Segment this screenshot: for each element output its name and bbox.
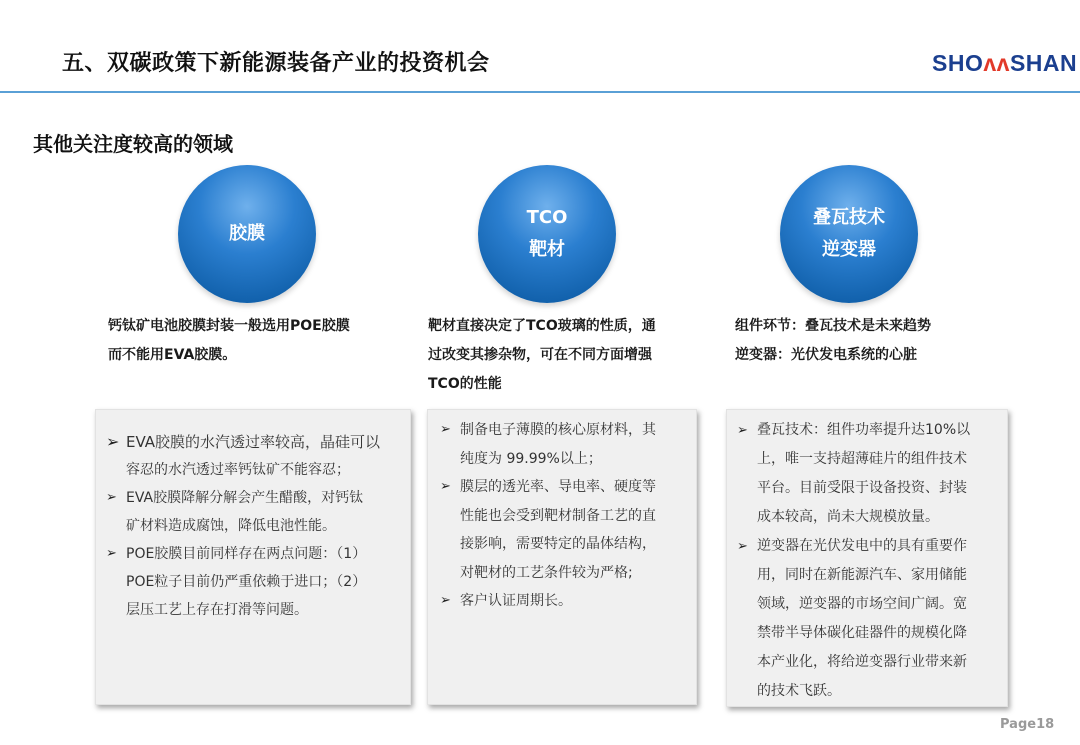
bullet-line: 客户认证周期长。 [460, 593, 572, 609]
arrow-bullet-icon: ➢ [106, 546, 117, 561]
bullet-line: 层压工艺上存在打滑等问题。 [126, 602, 308, 618]
circle-badge-shingled-inverter [780, 165, 918, 303]
bullet-line: 制备电子薄膜的核心原材料，其 [460, 422, 656, 438]
circle-badge-tco-target [478, 165, 616, 303]
section-heading: 其他关注度较高的领域 [33, 132, 233, 156]
bullet-line: 上，唯一支持超薄硅片的组件技术 [757, 451, 967, 467]
bullet-line: 接影响，需要特定的晶体结构， [460, 536, 656, 552]
logo-mark: ʌʌ [983, 50, 1010, 76]
summary-film [108, 312, 418, 370]
summary-tco-target [428, 312, 708, 399]
detail-panel-tco-target [427, 409, 697, 705]
header-divider [0, 91, 1080, 93]
bullet-item [106, 484, 400, 540]
page-number: Page18 [1000, 717, 1055, 732]
arrow-bullet-icon: ➢ [440, 422, 451, 437]
bullet-item [440, 473, 688, 587]
bullet-line: EVA胶膜的水汽透过率较高，晶硅可以 [126, 433, 381, 451]
bullet-line: 禁带半导体碳化硅器件的规模化降 [757, 625, 967, 641]
summary-shingled-inverter [735, 312, 1015, 370]
bullet-line: 叠瓦技术：组件功率提升达10%以 [757, 422, 971, 438]
summary-line: 组件环节：叠瓦技术是未来趋势 [735, 318, 931, 334]
bullet-line: 纯度为 99.99%以上； [460, 450, 602, 467]
circle-badge-film [178, 165, 316, 303]
bullet-line: 本产业化，将给逆变器行业带来新 [757, 654, 967, 670]
logo-text-right: SHAN [1009, 50, 1078, 76]
arrow-bullet-icon: ➢ [106, 490, 117, 505]
bullet-item [737, 416, 999, 532]
logo-text-left: SHO [932, 50, 984, 76]
arrow-bullet-icon: ➢ [106, 432, 120, 451]
arrow-bullet-icon: ➢ [440, 479, 451, 494]
bullet-list [440, 416, 688, 616]
bullet-line: EVA胶膜降解分解会产生醋酸，对钙钛 [126, 490, 364, 506]
bullet-list [737, 416, 999, 706]
bullet-line: 容忍的水汽透过率钙钛矿不能容忍； [126, 462, 350, 478]
summary-line: 过改变其掺杂物，可在不同方面增强 [428, 347, 652, 363]
circle-label: 逆变器 [822, 239, 876, 260]
bullet-line: 平台。目前受限于设备投资、封装 [757, 480, 967, 496]
bullet-item [440, 416, 688, 473]
bullet-item [106, 428, 400, 484]
bullet-line: 的技术飞跃。 [757, 683, 841, 699]
bullet-line: POE胶膜目前同样存在两点问题：（1） [126, 546, 367, 562]
bullet-line: POE粒子目前仍严重依赖于进口；（2） [126, 574, 367, 590]
summary-line: 钙钛矿电池胶膜封装一般选用POE胶膜 [108, 318, 350, 334]
bullet-list [106, 428, 400, 624]
bullet-line: 膜层的透光率、导电率、硬度等 [460, 479, 656, 495]
bullet-line: 对靶材的工艺条件较为严格; [460, 564, 633, 581]
circle-label: 叠瓦技术 [813, 207, 885, 228]
circle-label: 胶膜 [229, 223, 265, 244]
bullet-line: 成本较高，尚未大规模放量。 [757, 509, 939, 525]
arrow-bullet-icon: ➢ [737, 423, 748, 438]
bullet-line: 用，同时在新能源汽车、家用储能 [757, 567, 967, 583]
summary-line: 靶材直接决定了TCO玻璃的性质，通 [428, 318, 656, 334]
summary-line: TCO的性能 [428, 376, 502, 392]
summary-line: 逆变器：光伏发电系统的心脏 [735, 347, 917, 363]
arrow-bullet-icon: ➢ [440, 593, 451, 608]
bullet-item [106, 540, 400, 624]
company-logo [932, 50, 1077, 77]
bullet-line: 领域，逆变器的市场空间广阔。宽 [757, 596, 967, 612]
page-title: 五、双碳政策下新能源装备产业的投资机会 [62, 51, 490, 76]
bullet-line: 性能也会受到靶材制备工艺的直 [460, 507, 656, 524]
bullet-item [440, 587, 688, 616]
arrow-bullet-icon: ➢ [737, 539, 748, 554]
circle-label: TCO [526, 207, 568, 228]
detail-panel-film [95, 409, 411, 705]
bullet-item [737, 532, 999, 706]
summary-line: 而不能用EVA胶膜。 [108, 347, 237, 363]
detail-panel-shingled-inverter [726, 409, 1008, 707]
circle-label: 靶材 [529, 239, 565, 260]
bullet-line: 逆变器在光伏发电中的具有重要作 [757, 538, 967, 554]
bullet-line: 矿材料造成腐蚀，降低电池性能。 [126, 518, 336, 534]
